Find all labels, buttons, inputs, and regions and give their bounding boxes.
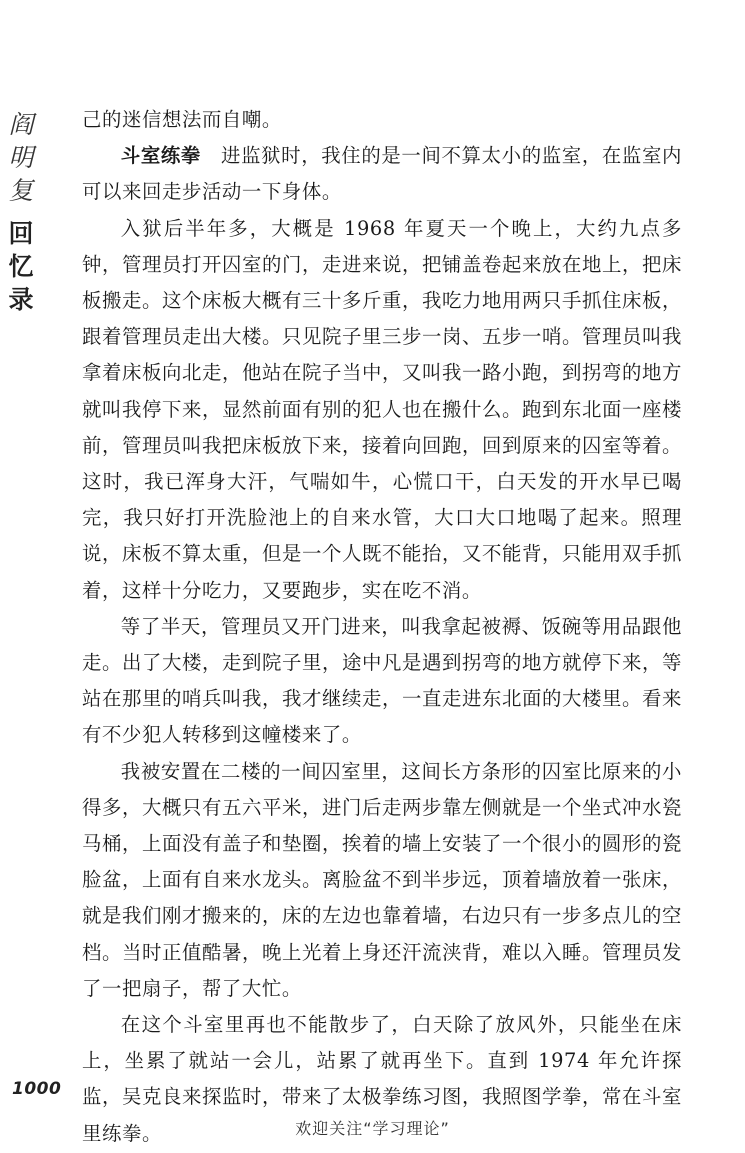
side-title-char: 复 bbox=[8, 176, 34, 205]
paragraph-text: 我被安置在二楼的一间囚室里，这间长方条形的囚室比原来的小得多，大概只有五六平米，进门后走两步靠左侧就是一个坐式冲水瓷马桶，上面没有盖子和垫圈，挨着的墙上安装了一个很小的圆形的瓷脸盆，上面有自来水龙头。离脸盆不到半步远，顶着墙放着一张床，就是我们刚才搬来的，床的左边也靠着墙，右边只有一步多点儿的空档。当时正值酷暑，晚上光着上身还汗流浃背，难以入睡。管理员发了一把扇子，帮了大忙。 bbox=[82, 759, 682, 1000]
page-number: 1000 bbox=[12, 1079, 62, 1099]
paragraph bbox=[82, 102, 682, 138]
footer-note: 欢迎关注“学习理论” bbox=[295, 1119, 450, 1138]
body-text bbox=[82, 102, 682, 1152]
paragraph bbox=[82, 211, 682, 609]
side-title-char: 录 bbox=[8, 285, 34, 314]
paragraph-text: 入狱后半年多，大概是 1968 年夏天一个晚上，大约九点多钟，管理员打开囚室的门，走进来说，把铺盖卷起来放在地上，把床板搬走。这个床板大概有三十多斤重，我吃力地用两只手抓住床板，跟着管理员走出大楼。只见院子里三步一岗、五步一哨。管理员叫我拿着床板向北走，他站在院子当中，又叫我一路小跑，到拐弯的地方就叫我停下来，显然前面有别的犯人也在搬什么。跑到东北面一座楼前，管理员叫我把床板放下来，接着向回跑，回到原来的囚室等着。这时，我已浑身大汗，气喘如牛，心慌口干，白天发的开水早已喝完，我只好打开洗脸池上的自来水管，大口大口地喝了起来。照理说，床板不算太重，但是一个人既不能抬，又不能背，只能用双手抓着，这样十分吃力，又要跑步，实在吃不消。 bbox=[82, 216, 682, 602]
paragraph bbox=[82, 138, 682, 210]
side-title-char: 明 bbox=[8, 143, 34, 172]
paragraph-text: 进监狱时，我住的是一间不算太小的监室，在监室内可以来回走步活动一下身体。 bbox=[82, 144, 682, 204]
paragraph-text: 在这个斗室里再也不能散步了，白天除了放风外，只能坐在床上，坐累了就站一会儿，站累了就再坐下。直到 1974 年允许探监，吴克良来探监时，带来了太极拳练习图，我照图学拳，常在斗室里练拳。 bbox=[82, 1013, 682, 1145]
paragraph-text: 等了半天，管理员又开门进来，叫我拿起被褥、饭碗等用品跟他走。出了大楼，走到院子里，途中凡是遇到拐弯的地方就停下来，等站在那里的哨兵叫我，我才继续走，一直走进东北面的大楼里。看来有不少犯人转移到这幢楼来了。 bbox=[82, 614, 682, 747]
section-heading: 斗室练拳 bbox=[120, 144, 201, 168]
paragraph-text: 己的迷信想法而自嘲。 bbox=[82, 108, 282, 131]
side-title-char: 阎 bbox=[8, 110, 34, 139]
paragraph bbox=[82, 754, 682, 1007]
side-book-title bbox=[6, 108, 36, 316]
paragraph bbox=[82, 609, 682, 754]
side-title-char: 忆 bbox=[8, 252, 34, 281]
side-title-char: 回 bbox=[8, 219, 34, 248]
